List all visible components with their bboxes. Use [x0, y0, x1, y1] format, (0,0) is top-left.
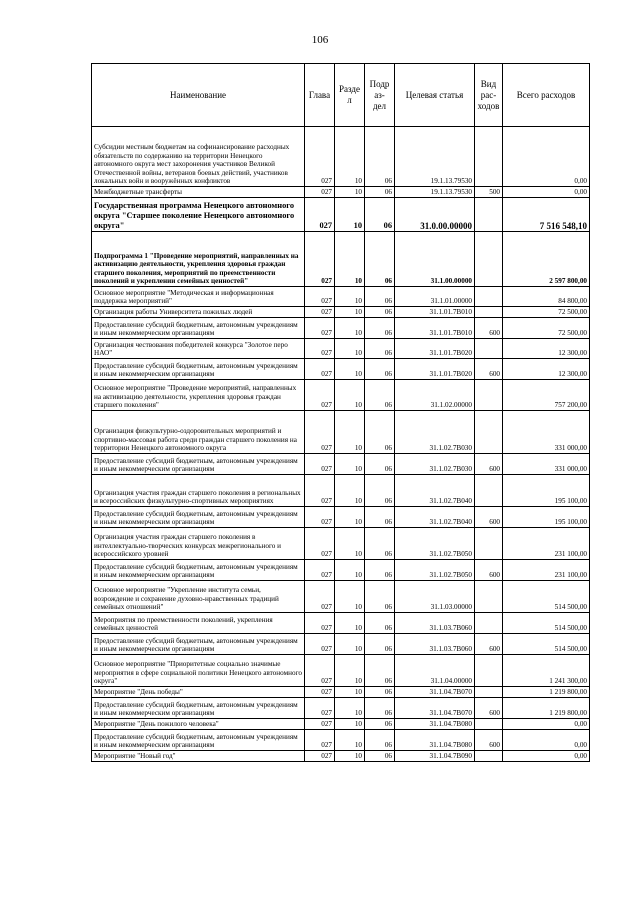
cell-total: 1 219 800,00 — [503, 698, 590, 719]
cell-name: Основное мероприятие "Укрепление института семьи, возрождение и сохранение духовно-нравственных традиций семейных отношений" — [92, 581, 305, 613]
cell-target: 31.1.04.00000 — [395, 655, 475, 687]
cell-name: Организация участия граждан старшего поколения в интеллектуально-творческих конкурсах межрегионального и всероссийского уровней — [92, 528, 305, 560]
cell-chapter: 027 — [305, 454, 335, 475]
cell-total: 0,00 — [503, 719, 590, 730]
cell-total: 0,00 — [503, 187, 590, 198]
cell-section: 10 — [335, 232, 365, 287]
table-row — [92, 318, 590, 339]
cell-chapter: 027 — [305, 475, 335, 507]
cell-expense-type — [475, 751, 503, 762]
cell-expense-type: 600 — [475, 318, 503, 339]
cell-target: 31.1.04.7В070 — [395, 687, 475, 698]
cell-target: 19.1.13.79530 — [395, 187, 475, 198]
table-row — [92, 687, 590, 698]
cell-subsection: 06 — [365, 339, 395, 359]
cell-section: 10 — [335, 581, 365, 613]
cell-target: 31.1.01.7В020 — [395, 339, 475, 359]
cell-total: 72 500,00 — [503, 307, 590, 318]
cell-chapter: 027 — [305, 359, 335, 380]
cell-subsection: 06 — [365, 581, 395, 613]
cell-chapter: 027 — [305, 560, 335, 581]
cell-target: 19.1.13.79530 — [395, 127, 475, 187]
cell-expense-type: 600 — [475, 454, 503, 475]
cell-chapter: 027 — [305, 655, 335, 687]
cell-subsection: 06 — [365, 307, 395, 318]
cell-chapter: 027 — [305, 318, 335, 339]
table-row — [92, 287, 590, 307]
cell-section: 10 — [335, 454, 365, 475]
cell-name: Основное мероприятие "Проведение мероприятий, направленных на активизацию деятельности, укрепления здоровья граждан старшего поколения" — [92, 380, 305, 411]
cell-chapter: 027 — [305, 307, 335, 318]
cell-section: 10 — [335, 687, 365, 698]
cell-expense-type — [475, 380, 503, 411]
cell-name: Предоставление субсидий бюджетным, автономным учреждениям и иным некоммерческим организациям — [92, 507, 305, 528]
table-row — [92, 198, 590, 232]
cell-target: 31.1.02.00000 — [395, 380, 475, 411]
cell-chapter: 027 — [305, 380, 335, 411]
cell-expense-type — [475, 613, 503, 634]
cell-name: Мероприятие "День победы" — [92, 687, 305, 698]
header-total: Всего расходов — [503, 64, 590, 127]
cell-name: Субсидии местным бюджетам на софинансирование расходных обязательств по содержанию на территории Ненецкого автономного округа мест захоронения участников Великой Отечественной войны, ветеранов боевых действий, участников локальных войн и вооружённых конфликтов — [92, 127, 305, 187]
cell-section: 10 — [335, 613, 365, 634]
header-row — [92, 64, 590, 127]
cell-name: Основное мероприятие "Методическая и информационная поддержка мероприятий" — [92, 287, 305, 307]
cell-section: 10 — [335, 411, 365, 454]
header-expense-type: Вид рас- ходов — [475, 64, 503, 127]
cell-total: 0,00 — [503, 127, 590, 187]
table-row — [92, 339, 590, 359]
cell-name: Предоставление субсидий бюджетным, автономным учреждениям и иным некоммерческим организациям — [92, 359, 305, 380]
cell-total: 331 000,00 — [503, 411, 590, 454]
table-row — [92, 655, 590, 687]
cell-expense-type — [475, 719, 503, 730]
cell-chapter: 027 — [305, 528, 335, 560]
table-row — [92, 698, 590, 719]
cell-target: 31.1.02.7В040 — [395, 475, 475, 507]
cell-subsection: 06 — [365, 287, 395, 307]
cell-subsection: 06 — [365, 655, 395, 687]
cell-chapter: 027 — [305, 507, 335, 528]
header-chapter: Глава — [305, 64, 335, 127]
cell-subsection: 06 — [365, 127, 395, 187]
cell-expense-type — [475, 232, 503, 287]
cell-section: 10 — [335, 698, 365, 719]
cell-name: Мероприятие "Новый год" — [92, 751, 305, 762]
cell-chapter: 027 — [305, 719, 335, 730]
cell-chapter: 027 — [305, 634, 335, 655]
cell-subsection: 06 — [365, 411, 395, 454]
cell-chapter: 027 — [305, 751, 335, 762]
cell-name: Предоставление субсидий бюджетным, автономным учреждениям и иным некоммерческим организациям — [92, 454, 305, 475]
cell-target: 31.1.04.7В080 — [395, 719, 475, 730]
cell-subsection: 06 — [365, 380, 395, 411]
cell-expense-type — [475, 528, 503, 560]
cell-target: 31.1.04.7В090 — [395, 751, 475, 762]
cell-subsection: 06 — [365, 507, 395, 528]
cell-chapter: 027 — [305, 698, 335, 719]
cell-name: Предоставление субсидий бюджетным, автономным учреждениям и иным некоммерческим организациям — [92, 634, 305, 655]
cell-expense-type — [475, 687, 503, 698]
cell-section: 10 — [335, 359, 365, 380]
cell-subsection: 06 — [365, 359, 395, 380]
cell-total: 757 200,00 — [503, 380, 590, 411]
cell-section: 10 — [335, 187, 365, 198]
cell-total: 72 500,00 — [503, 318, 590, 339]
cell-target: 31.1.02.7В050 — [395, 560, 475, 581]
cell-target: 31.1.04.7В070 — [395, 698, 475, 719]
cell-target: 31.1.02.7В040 — [395, 507, 475, 528]
table-row — [92, 730, 590, 751]
cell-expense-type: 600 — [475, 560, 503, 581]
cell-name: Мероприятие "День пожилого человека" — [92, 719, 305, 730]
table-row — [92, 232, 590, 287]
cell-expense-type — [475, 198, 503, 232]
table-row — [92, 411, 590, 454]
cell-total: 12 300,00 — [503, 339, 590, 359]
cell-target: 31.1.02.7В030 — [395, 454, 475, 475]
cell-chapter: 027 — [305, 127, 335, 187]
cell-target: 31.1.00.00000 — [395, 232, 475, 287]
cell-section: 10 — [335, 634, 365, 655]
cell-target: 31.1.04.7В080 — [395, 730, 475, 751]
table-row — [92, 507, 590, 528]
header-target: Целевая статья — [395, 64, 475, 127]
cell-target: 31.1.02.7В050 — [395, 528, 475, 560]
cell-name: Предоставление субсидий бюджетным, автономным учреждениям и иным некоммерческим организациям — [92, 560, 305, 581]
cell-chapter: 027 — [305, 581, 335, 613]
cell-section: 10 — [335, 507, 365, 528]
cell-target: 31.1.03.7В060 — [395, 613, 475, 634]
table-row — [92, 127, 590, 187]
table-row — [92, 581, 590, 613]
cell-expense-type — [475, 287, 503, 307]
cell-total: 2 597 800,00 — [503, 232, 590, 287]
cell-expense-type — [475, 581, 503, 613]
cell-target: 31.0.00.00000 — [395, 198, 475, 232]
table-row — [92, 719, 590, 730]
cell-section: 10 — [335, 730, 365, 751]
cell-section: 10 — [335, 560, 365, 581]
cell-name: Предоставление субсидий бюджетным, автономным учреждениям и иным некоммерческим организациям — [92, 318, 305, 339]
table-row — [92, 307, 590, 318]
cell-expense-type — [475, 127, 503, 187]
cell-expense-type: 600 — [475, 634, 503, 655]
cell-target: 31.1.01.7В010 — [395, 307, 475, 318]
cell-chapter: 027 — [305, 687, 335, 698]
cell-total: 195 100,00 — [503, 475, 590, 507]
cell-target: 31.1.01.00000 — [395, 287, 475, 307]
cell-section: 10 — [335, 751, 365, 762]
cell-target: 31.1.01.7В010 — [395, 318, 475, 339]
cell-chapter: 027 — [305, 198, 335, 232]
cell-name: Предоставление субсидий бюджетным, автономным учреждениям и иным некоммерческим организациям — [92, 730, 305, 751]
cell-subsection: 06 — [365, 634, 395, 655]
cell-chapter: 027 — [305, 613, 335, 634]
cell-section: 10 — [335, 475, 365, 507]
cell-target: 31.1.01.7В020 — [395, 359, 475, 380]
table-row — [92, 454, 590, 475]
cell-chapter: 027 — [305, 339, 335, 359]
cell-expense-type — [475, 339, 503, 359]
cell-expense-type — [475, 411, 503, 454]
cell-expense-type: 600 — [475, 359, 503, 380]
table-row — [92, 475, 590, 507]
cell-section: 10 — [335, 655, 365, 687]
cell-target: 31.1.02.7В030 — [395, 411, 475, 454]
cell-total: 1 219 800,00 — [503, 687, 590, 698]
cell-name: Основное мероприятие "Приоритетные социально значимые мероприятия в сфере социальной политики Ненецкого автономного округа" — [92, 655, 305, 687]
header-subsection: Подр аз- дел — [365, 64, 395, 127]
cell-subsection: 06 — [365, 187, 395, 198]
cell-expense-type — [475, 307, 503, 318]
cell-total: 0,00 — [503, 751, 590, 762]
cell-section: 10 — [335, 339, 365, 359]
table-row — [92, 187, 590, 198]
cell-total: 331 000,00 — [503, 454, 590, 475]
table-row — [92, 528, 590, 560]
cell-name: Организация чествования победителей конкурса "Золотое перо НАО" — [92, 339, 305, 359]
cell-subsection: 06 — [365, 698, 395, 719]
cell-total: 231 100,00 — [503, 560, 590, 581]
cell-name: Организация работы Университета пожилых людей — [92, 307, 305, 318]
cell-section: 10 — [335, 528, 365, 560]
cell-name: Организация участия граждан старшего поколения в региональных и всероссийских физкультурно-спортивных мероприятиях — [92, 475, 305, 507]
cell-section: 10 — [335, 318, 365, 339]
cell-target: 31.1.03.7В060 — [395, 634, 475, 655]
cell-subsection: 06 — [365, 475, 395, 507]
table-row — [92, 613, 590, 634]
cell-chapter: 027 — [305, 730, 335, 751]
cell-subsection: 06 — [365, 719, 395, 730]
cell-expense-type: 500 — [475, 187, 503, 198]
cell-name: Государственная программа Ненецкого автономного округа "Старшее поколение Ненецкого автономного округа" — [92, 198, 305, 232]
header-section: Разде л — [335, 64, 365, 127]
cell-section: 10 — [335, 307, 365, 318]
cell-name: Мероприятия по преемственности поколений, укрепления семейных ценностей — [92, 613, 305, 634]
cell-chapter: 027 — [305, 287, 335, 307]
cell-name: Организация физкультурно-оздоровительных мероприятий и спортивно-массовая работа среди граждан старшего поколения на территории Ненецкого автономного округа — [92, 411, 305, 454]
cell-subsection: 06 — [365, 687, 395, 698]
cell-subsection: 06 — [365, 560, 395, 581]
cell-total: 12 300,00 — [503, 359, 590, 380]
table-row — [92, 634, 590, 655]
cell-chapter: 027 — [305, 411, 335, 454]
cell-expense-type: 600 — [475, 507, 503, 528]
cell-total: 84 800,00 — [503, 287, 590, 307]
cell-section: 10 — [335, 198, 365, 232]
page-number: 106 — [311, 34, 329, 46]
cell-name: Межбюджетные трансферты — [92, 187, 305, 198]
budget-table — [91, 63, 590, 762]
cell-expense-type: 600 — [475, 698, 503, 719]
cell-section: 10 — [335, 287, 365, 307]
cell-expense-type — [475, 475, 503, 507]
cell-chapter: 027 — [305, 187, 335, 198]
table-row — [92, 560, 590, 581]
cell-total: 514 500,00 — [503, 581, 590, 613]
table-row — [92, 359, 590, 380]
table-row — [92, 380, 590, 411]
cell-expense-type: 600 — [475, 730, 503, 751]
cell-total: 0,00 — [503, 730, 590, 751]
cell-chapter: 027 — [305, 232, 335, 287]
cell-total: 195 100,00 — [503, 507, 590, 528]
cell-total: 1 241 300,00 — [503, 655, 590, 687]
cell-section: 10 — [335, 719, 365, 730]
cell-name: Подпрограмма 1 "Проведение мероприятий, направленных на активизацию деятельности, укрепления здоровья граждан старшего поколения, мероприятий по преемственности поколений и укреплении семейных ценностей" — [92, 232, 305, 287]
cell-subsection: 06 — [365, 613, 395, 634]
cell-subsection: 06 — [365, 730, 395, 751]
cell-total: 7 516 548,10 — [503, 198, 590, 232]
cell-subsection: 06 — [365, 318, 395, 339]
cell-subsection: 06 — [365, 528, 395, 560]
cell-name: Предоставление субсидий бюджетным, автономным учреждениям и иным некоммерческим организациям — [92, 698, 305, 719]
header-name: Наименование — [92, 64, 305, 127]
table-body — [92, 127, 590, 762]
cell-subsection: 06 — [365, 198, 395, 232]
cell-total: 514 500,00 — [503, 634, 590, 655]
cell-subsection: 06 — [365, 454, 395, 475]
cell-subsection: 06 — [365, 751, 395, 762]
cell-section: 10 — [335, 127, 365, 187]
cell-target: 31.1.03.00000 — [395, 581, 475, 613]
cell-total: 514 500,00 — [503, 613, 590, 634]
table-row — [92, 751, 590, 762]
cell-total: 231 100,00 — [503, 528, 590, 560]
cell-subsection: 06 — [365, 232, 395, 287]
cell-expense-type — [475, 655, 503, 687]
cell-section: 10 — [335, 380, 365, 411]
